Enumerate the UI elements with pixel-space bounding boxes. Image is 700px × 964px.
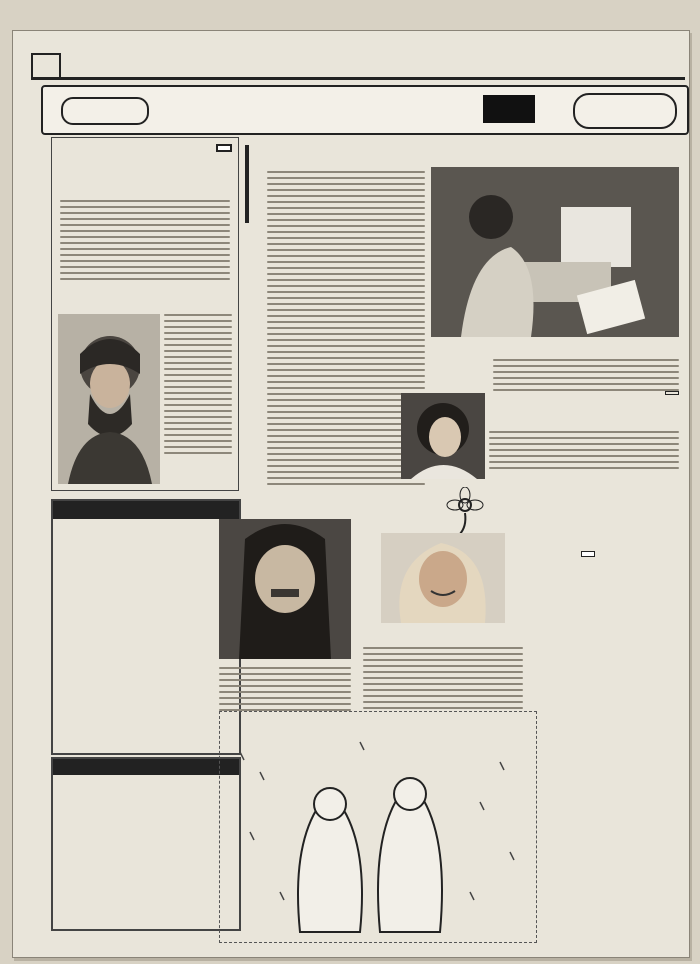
with-badge [483, 95, 535, 123]
story-body-text-2 [164, 314, 232, 458]
smiling-woman-portrait [381, 533, 505, 623]
essay-author-tag [245, 145, 249, 223]
zodiac-box [51, 499, 241, 755]
actor-story-box [51, 137, 239, 491]
story-badge [216, 144, 232, 152]
crossword-box [51, 757, 241, 931]
cartoon-box [219, 711, 537, 943]
actor-illustration [58, 314, 160, 484]
hello-badge [573, 93, 677, 129]
page-number [31, 53, 61, 79]
newspaper-page [12, 30, 690, 958]
essay-column [245, 137, 427, 489]
morning-badge [61, 97, 149, 125]
crossword-title [53, 759, 239, 775]
evening-box [489, 389, 679, 529]
contest-text [219, 667, 351, 715]
elderly-portrait [219, 519, 351, 659]
forbidden-title [581, 551, 595, 557]
story-body-text [60, 200, 230, 284]
health-photo [381, 533, 505, 623]
contest-photo [219, 519, 351, 659]
evening-label [665, 391, 679, 395]
zodiac-title [53, 501, 239, 519]
car-office-illustration [431, 167, 679, 337]
section-banner [41, 85, 689, 135]
actor-photo [58, 314, 160, 484]
evening-text [489, 431, 679, 473]
woman-portrait [401, 393, 485, 479]
car-office-photo [431, 167, 679, 337]
cartoon-drawing [220, 712, 536, 942]
forbidden-words-box [541, 551, 681, 941]
health-text [363, 647, 523, 713]
evening-photo [401, 393, 485, 479]
flower-icon [445, 487, 485, 537]
masthead [31, 55, 685, 80]
